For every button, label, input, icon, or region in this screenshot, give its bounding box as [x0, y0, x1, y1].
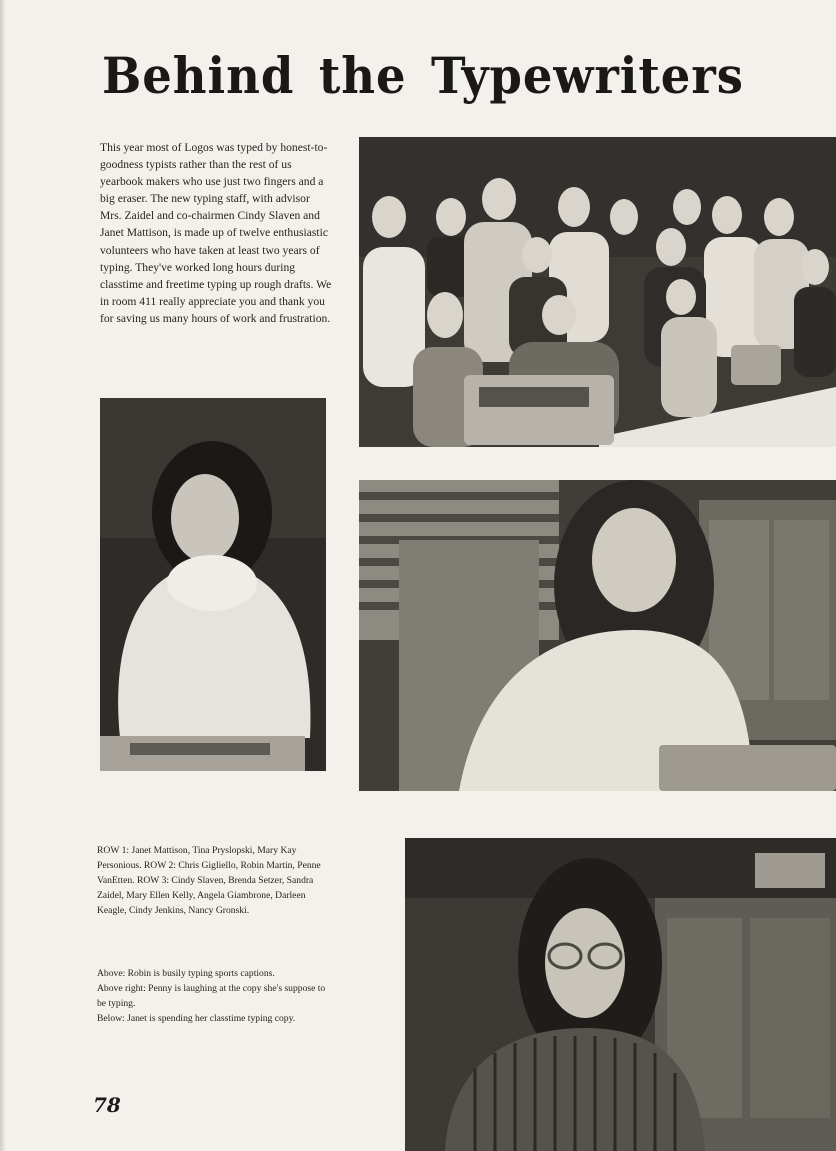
robin-typing-photo	[100, 398, 326, 771]
intro-paragraph: This year most of Logos was typed by honest-to-goodness typists rather than the rest of us yearbook makers who use just two fingers and a big eraser. The new typing staff, with advisor Mrs. Zaidel and co-chairmen Cindy Slaven and Janet Mattison, is made up of twelve enthusiastic volunteers who have taken at least two years of typing. They've worked long hours during classtime and freetime typing up rough drafts. We in room 411 really appreciate you and thank you for saving us many hours of work and frustration.	[100, 141, 332, 325]
page-title: Behind the Typewriters	[102, 46, 744, 105]
caption-above-right: Above right: Penny is laughing at the copy she's suppose to be typing.	[97, 983, 326, 1009]
typing-staff-group-photo	[359, 137, 836, 447]
photo-captions	[97, 966, 329, 1026]
page-edge-shadow	[0, 0, 6, 1151]
caption-above: Above: Robin is busily typing sports captions.	[97, 968, 275, 979]
janet-typing-photo	[405, 838, 836, 1151]
penny-laughing-photo	[359, 480, 836, 791]
group-names-caption: ROW 1: Janet Mattison, Tina Pryslopski, Mary Kay Personious. ROW 2: Chris Gigliello, Robin Martin, Penne VanEtten. ROW 3: Cindy Slaven, Brenda Setzer, Sandra Zaidel, Mary Ellen Kelly, Angela Giambrone, Darleen Keagle, Cindy Jenkins, Nancy Gronski.	[97, 845, 321, 916]
caption-below: Below: Janet is spending her classtime typing copy.	[97, 1013, 296, 1024]
page-number: 78	[93, 1093, 121, 1117]
